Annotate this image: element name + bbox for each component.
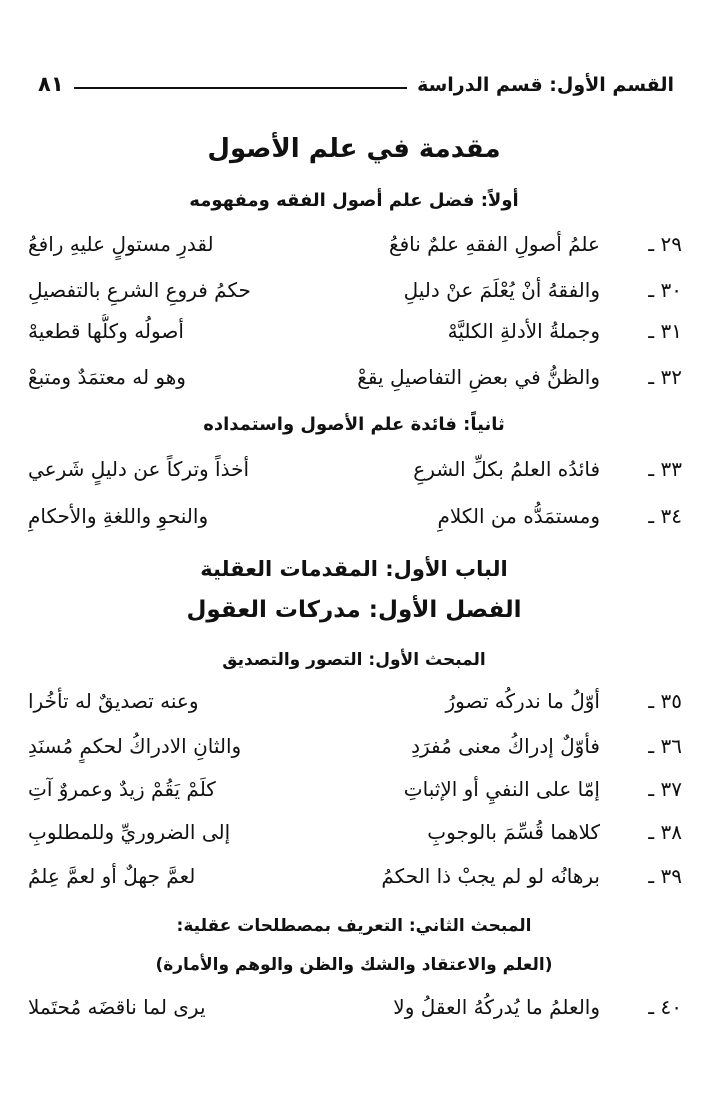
verse-number: ٣٠ ـ: [648, 278, 682, 302]
verse-second-hemistich: حكمُ فروعِ الشرعِ بالتفصيلِ: [28, 278, 251, 302]
verse-second-hemistich: والنحوِ واللغةِ والأحكامِ: [28, 504, 209, 528]
verse-first-hemistich: كلاهما قُسِّمَ بالوجوبِ: [427, 820, 600, 844]
verse-second-hemistich: كلَمْ يَقُمْ زيدٌ وعمروٌ آتِ: [28, 777, 216, 801]
verse-number: ٣٦ ـ: [648, 734, 682, 758]
main-title: مقدمة في علم الأصول: [207, 134, 501, 164]
verse-number: ٣٢ ـ: [648, 365, 682, 389]
verse-number: ٣٥ ـ: [648, 689, 682, 713]
running-title: القسم الأول: قسم الدراسة: [417, 74, 674, 96]
verse-number: ٣٧ ـ: [648, 777, 682, 801]
page-number: ٨١: [38, 72, 64, 96]
topic-heading-1: المبحث الأول: التصور والتصديق: [222, 650, 486, 670]
verse-number: ٣٩ ـ: [648, 864, 682, 888]
verse-number: ٣٣ ـ: [648, 457, 682, 481]
verse-31: [28, 314, 682, 348]
verse-first-hemistich: علمُ أصولِ الفقهِ علمٌ نافعُ: [388, 232, 600, 256]
verse-first-hemistich: فأوّلٌ إدراكُ معنى مُفرَدِ: [411, 734, 600, 758]
section-heading-1: أولاً: فضل علم أصول الفقه ومفهومه: [189, 190, 519, 211]
verse-38: [28, 815, 682, 849]
verse-first-hemistich: ومستمَدُّه من الكلامِ: [437, 504, 600, 528]
verse-second-hemistich: يرى لما ناقضَه مُحتَملا: [28, 995, 206, 1019]
verse-second-hemistich: والثانِ الادراكُ لحكمٍ مُسنَدِ: [28, 734, 242, 758]
verse-36: [28, 729, 682, 763]
verse-34: [28, 499, 682, 533]
verse-second-hemistich: وهو له معتمَدٌ ومتبعْ: [28, 365, 186, 389]
verse-second-hemistich: إلى الضروريِّ وللمطلوبِ: [28, 820, 231, 844]
verse-29: [28, 227, 682, 261]
verse-number: ٣١ ـ: [648, 319, 682, 343]
topic-heading-2: المبحث الثاني: التعريف بمصطلحات عقلية:: [176, 916, 532, 936]
verse-39: [28, 859, 682, 893]
verse-first-hemistich: والفقهُ أنْ يُعْلَمَ عنْ دليلِ: [403, 278, 600, 302]
verse-second-hemistich: وعنه تصديقٌ له تأخُرا: [28, 689, 199, 713]
verse-number: ٤٠ ـ: [648, 995, 682, 1019]
verse-first-hemistich: أوّلُ ما ندركُه تصورُ: [445, 689, 600, 713]
verse-32: [28, 360, 682, 394]
verse-second-hemistich: لعمَّ جهلٌ أو لعمَّ عِلمُ: [28, 864, 196, 888]
verse-33: [28, 452, 682, 486]
verse-first-hemistich: والظنُّ في بعضِ التفاصيلِ يقعْ: [357, 365, 600, 389]
running-header: [38, 66, 674, 96]
verse-30: [28, 273, 682, 307]
section-heading-2: ثانياً: فائدة علم الأصول واستمداده: [203, 414, 505, 435]
verse-first-hemistich: إمّا على النفيِ أو الإثباتِ: [403, 777, 600, 801]
verse-first-hemistich: وجملةُ الأدلةِ الكليَّهْ: [447, 319, 600, 343]
verse-40: [28, 990, 682, 1024]
verse-second-hemistich: لقدرِ مستولٍ عليهِ رافعُ: [28, 232, 214, 256]
verse-number: ٢٩ ـ: [648, 232, 682, 256]
verse-number: ٣٨ ـ: [648, 820, 682, 844]
verse-37: [28, 772, 682, 806]
chapter-heading: الباب الأول: المقدمات العقلية: [200, 557, 508, 581]
verse-35: [28, 684, 682, 718]
verse-second-hemistich: أصولُه وكلُّها قطعيهْ: [28, 319, 184, 343]
verse-first-hemistich: فائدُه العلمُ بكلِّ الشرعِ: [413, 457, 600, 481]
verse-first-hemistich: والعلمُ ما يُدركُهُ العقلُ ولا: [393, 995, 600, 1019]
verse-second-hemistich: أخذاً وتركاً عن دليلٍ شَرعي: [28, 457, 250, 481]
subchapter-heading: الفصل الأول: مدركات العقول: [186, 597, 522, 623]
verse-number: ٣٤ ـ: [648, 504, 682, 528]
verse-first-hemistich: برهانُه لو لم يجبْ ذا الحكمُ: [381, 864, 600, 888]
topic-subheading-2: (العلم والاعتقاد والشك والظن والوهم والأمارة): [155, 955, 553, 975]
header-rule: [74, 87, 407, 89]
